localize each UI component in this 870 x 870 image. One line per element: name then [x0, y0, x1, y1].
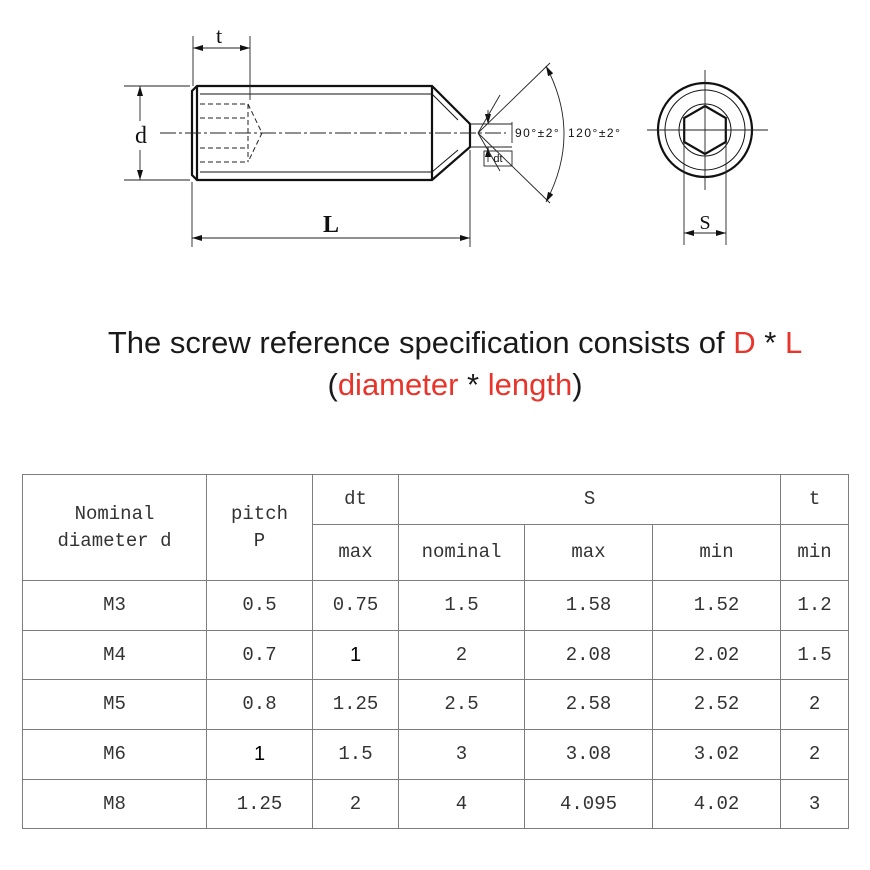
header-text: Nominal — [74, 502, 155, 525]
table-row — [23, 581, 849, 631]
caption-separator: * — [755, 325, 785, 360]
header-dt: dt — [313, 475, 399, 525]
table-row — [23, 680, 849, 730]
cell-s-nominal: 2.5 — [399, 680, 525, 730]
cell-pitch: 1 — [207, 730, 313, 780]
dimension-t — [193, 23, 250, 100]
set-screw-technical-drawing — [0, 0, 870, 290]
cell-t-min: 2 — [781, 680, 849, 730]
cell-s-min: 4.02 — [653, 780, 781, 829]
cell-s-nominal: 1.5 — [399, 581, 525, 631]
header-dt-max: max — [313, 525, 399, 581]
caption-highlight-d: D — [733, 325, 756, 360]
table-row — [23, 780, 849, 829]
caption-highlight-diameter: diameter — [337, 367, 459, 402]
cell-s-min: 3.02 — [653, 730, 781, 780]
screw-end-view — [647, 70, 768, 190]
caption-text: The screw reference specification consists of — [107, 325, 734, 360]
cell-size: M3 — [23, 581, 207, 631]
cell-s-max: 1.58 — [525, 581, 653, 631]
dimension-L — [192, 150, 470, 247]
angle-line-120-upper — [478, 95, 500, 133]
caption-line-1 — [40, 322, 870, 364]
cell-s-nominal: 2 — [399, 631, 525, 680]
cell-dt-max: 2 — [313, 780, 399, 829]
cell-s-min: 1.52 — [653, 581, 781, 631]
cell-s-max: 2.08 — [525, 631, 653, 680]
dimension-label-d: d — [135, 123, 147, 149]
cell-t-min: 2 — [781, 730, 849, 780]
header-text: diameter d — [57, 529, 172, 552]
cell-t-min: 3 — [781, 780, 849, 829]
cell-s-max: 2.58 — [525, 680, 653, 730]
caption-paren-close: ) — [572, 367, 583, 402]
header-t-min: min — [781, 525, 849, 581]
cell-t-min: 1.2 — [781, 581, 849, 631]
table-row — [23, 730, 849, 780]
angle-line-90-upper — [478, 63, 550, 133]
cell-pitch: 1.25 — [207, 780, 313, 829]
caption-highlight-length: length — [487, 367, 573, 402]
angle-label-120: 120°±2° — [568, 126, 622, 140]
header-s-min: min — [653, 525, 781, 581]
dimension-label-dt: dt — [493, 153, 503, 165]
cell-pitch: 0.5 — [207, 581, 313, 631]
cell-size: M5 — [23, 680, 207, 730]
dimension-label-L: L — [322, 212, 340, 238]
dimension-label-t: t — [215, 23, 223, 48]
header-t: t — [781, 475, 849, 525]
specification-table — [22, 474, 849, 829]
table-row — [23, 631, 849, 680]
dimension-label-S: S — [699, 212, 711, 234]
header-s-nominal: nominal — [399, 525, 525, 581]
cell-dt-max: 1 — [313, 631, 399, 680]
caption-highlight-l: L — [784, 325, 803, 360]
angle-label-90: 90°±2° — [515, 126, 561, 140]
cell-pitch: 0.7 — [207, 631, 313, 680]
caption-line-2 — [40, 364, 870, 406]
header-nominal-diameter — [23, 475, 207, 581]
header-text: P — [253, 529, 266, 552]
cell-pitch: 0.8 — [207, 680, 313, 730]
header-s: S — [399, 475, 781, 525]
cell-size: M8 — [23, 780, 207, 829]
cell-s-max: 4.095 — [525, 780, 653, 829]
angle-line-120-lower — [478, 133, 503, 171]
screw-side-view — [160, 86, 506, 180]
cell-dt-max: 1.5 — [313, 730, 399, 780]
cell-t-min: 1.5 — [781, 631, 849, 680]
cell-dt-max: 0.75 — [313, 581, 399, 631]
table-header-row — [23, 475, 849, 525]
caption-separator: * — [458, 367, 488, 402]
angle-line-90-lower — [478, 133, 550, 203]
cell-size: M4 — [23, 631, 207, 680]
cell-s-min: 2.52 — [653, 680, 781, 730]
cell-dt-max: 1.25 — [313, 680, 399, 730]
header-text: pitch — [230, 502, 288, 525]
cell-s-max: 3.08 — [525, 730, 653, 780]
cell-s-nominal: 3 — [399, 730, 525, 780]
header-pitch — [207, 475, 313, 581]
cell-size: M6 — [23, 730, 207, 780]
caption-paren-open: ( — [327, 367, 338, 402]
header-s-max: max — [525, 525, 653, 581]
cell-s-nominal: 4 — [399, 780, 525, 829]
cell-s-min: 2.02 — [653, 631, 781, 680]
specification-caption — [0, 322, 870, 406]
